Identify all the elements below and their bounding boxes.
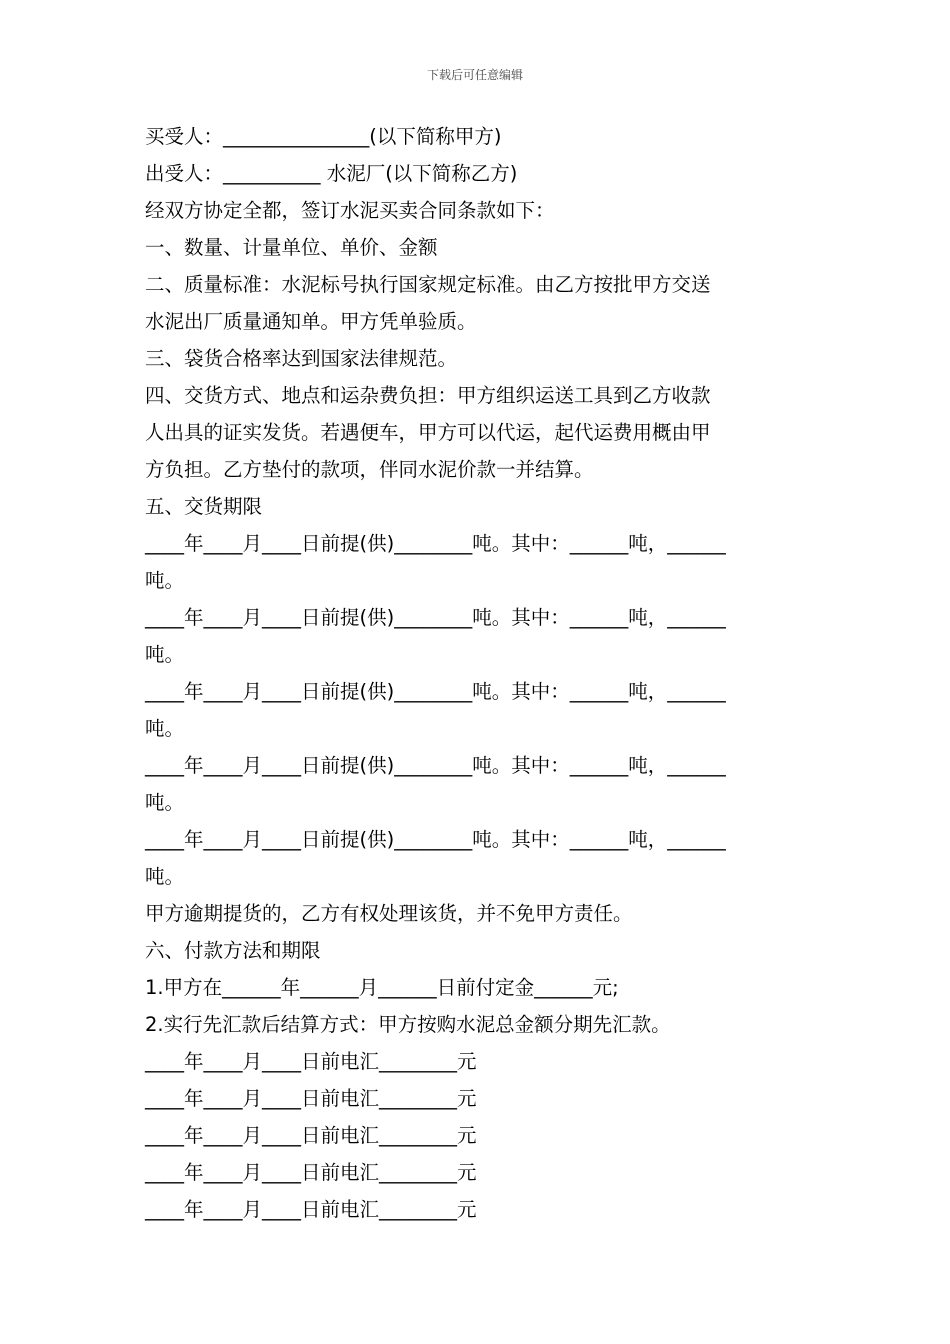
- section-4-line-1: 四、交货方式、地点和运杂费负担：甲方组织运送工具到乙方收款: [145, 384, 711, 407]
- delivery-line: ____年____月____日前提(供)________吨。其中：______吨，______: [145, 680, 726, 703]
- section-2-line-1: 二、质量标准：水泥标号执行国家规定标准。由乙方按批甲方交送: [145, 273, 711, 296]
- section-1-heading: 一、数量、计量单位、单价、金额: [145, 236, 438, 259]
- section-3-line: 三、袋货合格率达到国家法律规范。: [145, 347, 458, 370]
- wire-transfer-line: ____年____月____日前电汇________元: [145, 1124, 477, 1147]
- delivery-line: ____年____月____日前提(供)________吨。其中：______吨，______: [145, 606, 726, 629]
- buyer-line: 买受人：_______________(以下简称甲方): [145, 125, 502, 148]
- wire-transfer-line: ____年____月____日前电汇________元: [145, 1161, 477, 1184]
- delivery-line: ____年____月____日前提(供)________吨。其中：______吨，______: [145, 828, 726, 851]
- delivery-line: ____年____月____日前提(供)________吨。其中：______吨，______: [145, 532, 726, 555]
- payment-item-2: 2.实行先汇款后结算方式：甲方按购水泥总金额分期先汇款。: [145, 1013, 671, 1036]
- section-4-line-2: 人出具的证实发货。若遇便车，甲方可以代运，起代运费用概由甲: [145, 421, 711, 444]
- wire-transfer-line: ____年____月____日前电汇________元: [145, 1087, 477, 1110]
- section-6-heading: 六、付款方法和期限: [145, 939, 321, 962]
- section-4-line-3: 方负担。乙方垫付的款项，伴同水泥价款一并结算。: [145, 458, 594, 481]
- payment-item-1: 1.甲方在______年______月______日前付定金______元;: [145, 976, 619, 999]
- delivery-line-end: 吨。: [145, 717, 185, 740]
- delivery-line-end: 吨。: [145, 643, 185, 666]
- seller-line: 出受人：__________ 水泥厂(以下简称乙方): [145, 162, 518, 185]
- late-pickup-line: 甲方逾期提货的，乙方有权处理该货，并不免甲方责任。: [145, 902, 633, 925]
- page-header: 下载后可任意编辑: [426, 68, 523, 82]
- delivery-line-end: 吨。: [145, 791, 185, 814]
- section-5-heading: 五、交货期限: [145, 495, 263, 518]
- delivery-line: ____年____月____日前提(供)________吨。其中：______吨，______: [145, 754, 726, 777]
- section-2-line-2: 水泥出厂质量通知单。甲方凭单验质。: [145, 310, 477, 333]
- contract-body: [145, 118, 810, 1228]
- wire-transfer-line: ____年____月____日前电汇________元: [145, 1198, 477, 1221]
- delivery-line-end: 吨。: [145, 865, 185, 888]
- delivery-line-end: 吨。: [145, 569, 185, 592]
- intro-line: 经双方协定全都，签订水泥买卖合同条款如下：: [145, 199, 555, 222]
- wire-transfer-line: ____年____月____日前电汇________元: [145, 1050, 477, 1073]
